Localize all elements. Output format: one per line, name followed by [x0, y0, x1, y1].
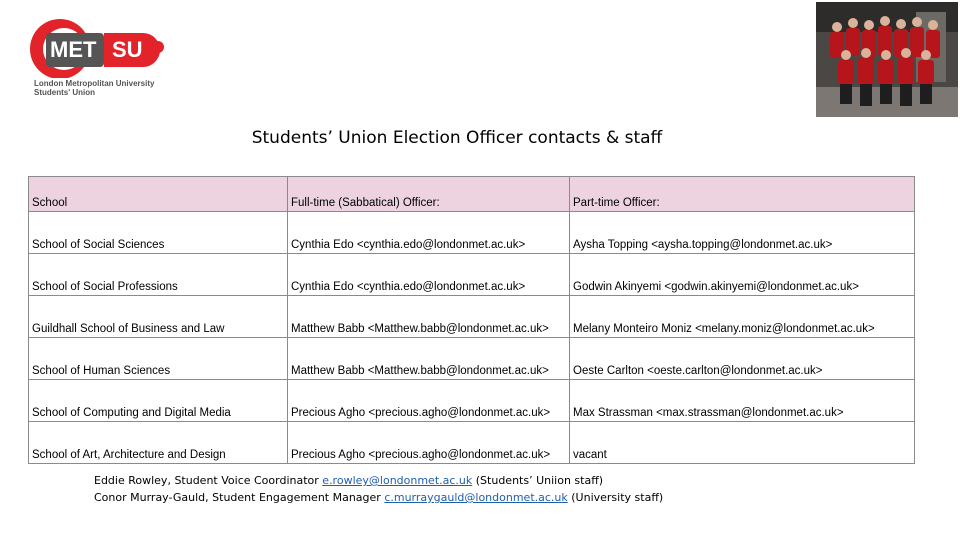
- cell-fulltime-officer: Matthew Babb <Matthew.babb@londonmet.ac.uk>: [288, 296, 570, 338]
- table-row: [29, 422, 915, 464]
- logo-su-text: SU: [104, 33, 160, 67]
- contacts-table: [28, 176, 915, 464]
- header-parttime-officer: Part-time Officer:: [570, 177, 915, 212]
- email-link-murraygauld[interactable]: c.murraygauld@londonmet.ac.uk: [384, 491, 568, 504]
- staff-line-suffix: (Students’ Uniion staff): [472, 474, 604, 487]
- header-school: School: [29, 177, 288, 212]
- cell-school: School of Social Sciences: [29, 212, 288, 254]
- cell-parttime-officer: vacant: [570, 422, 915, 464]
- email-link-rowley[interactable]: e.rowley@londonmet.ac.uk: [322, 474, 473, 487]
- cell-fulltime-officer: Precious Agho <precious.agho@londonmet.ac.uk>: [288, 422, 570, 464]
- staff-contacts: [94, 472, 663, 506]
- met-su-logo: [28, 18, 168, 98]
- cell-school: School of Social Professions: [29, 254, 288, 296]
- table-row: [29, 254, 915, 296]
- table-header-row: [29, 177, 915, 212]
- staff-line-voice-coordinator: [94, 472, 663, 489]
- team-photo-icon: [816, 2, 958, 117]
- logo-union-line: Students' Union: [34, 88, 96, 97]
- team-photo: [816, 2, 958, 117]
- table-row: [29, 296, 915, 338]
- cell-parttime-officer: Melany Monteiro Moniz <melany.moniz@londonmet.ac.uk>: [570, 296, 915, 338]
- table-row: [29, 212, 915, 254]
- cell-fulltime-officer: Cynthia Edo <cynthia.edo@londonmet.ac.uk>: [288, 212, 570, 254]
- header-fulltime-officer: Full-time (Sabbatical) Officer:: [288, 177, 570, 212]
- page-title: Students’ Union Election Officer contacts & staff: [251, 128, 663, 148]
- logo-met-text: MET: [50, 37, 97, 62]
- staff-line-text: Conor Murray-Gauld, Student Engagement Manager: [94, 491, 385, 504]
- table-row: [29, 338, 915, 380]
- staff-line-engagement-manager: [94, 489, 663, 506]
- cell-school: School of Computing and Digital Media: [29, 380, 288, 422]
- cell-parttime-officer: Godwin Akinyemi <godwin.akinyemi@londonmet.ac.uk>: [570, 254, 915, 296]
- cell-fulltime-officer: Matthew Babb <Matthew.babb@londonmet.ac.uk>: [288, 338, 570, 380]
- logo-university-line: London Metropolitan University: [34, 79, 155, 88]
- staff-line-text: Eddie Rowley, Student Voice Coordinator: [94, 474, 323, 487]
- cell-parttime-officer: Aysha Topping <aysha.topping@londonmet.ac.uk>: [570, 212, 915, 254]
- cell-parttime-officer: Max Strassman <max.strassman@londonmet.ac.uk>: [570, 380, 915, 422]
- table-row: [29, 380, 915, 422]
- cell-parttime-officer: Oeste Carlton <oeste.carlton@londonmet.ac.uk>: [570, 338, 915, 380]
- cell-school: School of Human Sciences: [29, 338, 288, 380]
- cell-fulltime-officer: Precious Agho <precious.agho@londonmet.ac.uk>: [288, 380, 570, 422]
- cell-fulltime-officer: Cynthia Edo <cynthia.edo@londonmet.ac.uk>: [288, 254, 570, 296]
- cell-school: School of Art, Architecture and Design: [29, 422, 288, 464]
- cell-school: Guildhall School of Business and Law: [29, 296, 288, 338]
- staff-line-suffix: (University staff): [567, 491, 664, 504]
